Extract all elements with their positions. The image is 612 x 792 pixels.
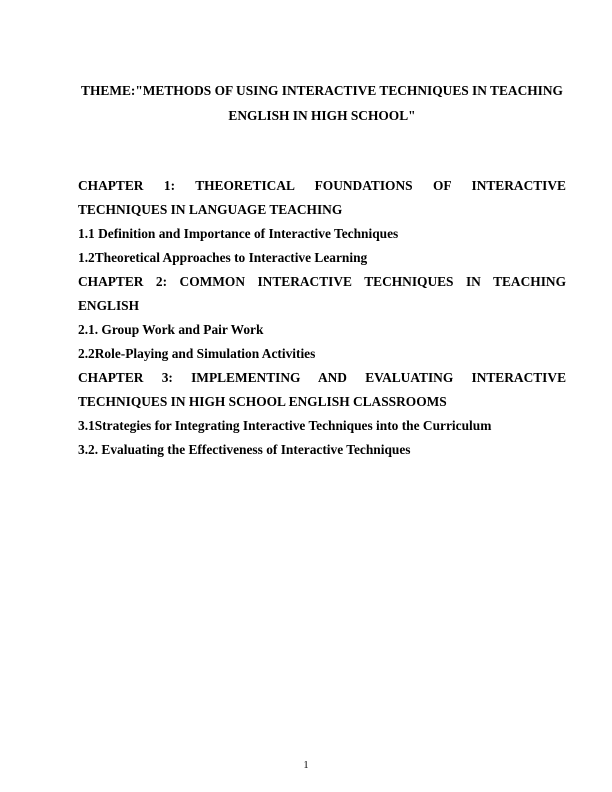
toc-section-3-1: 3.1Strategies for Integrating Interactive Techniques into the Curriculum [78,418,492,433]
toc-section-2-2: 2.2Role-Playing and Simulation Activities [78,346,316,361]
toc-chapter-2: CHAPTER 2: COMMON INTERACTIVE TECHNIQUES IN TEACHING ENGLISH [78,274,566,313]
toc-section-1-2: 1.2Theoretical Approaches to Interactive Learning [78,250,368,265]
toc-section-3-2: 3.2. Evaluating the Effectiveness of Interactive Techniques [78,442,411,457]
table-of-contents [78,174,566,462]
toc-chapter-3: CHAPTER 3: IMPLEMENTING AND EVALUATING INTERACTIVE TECHNIQUES IN HIGH SCHOOL ENGLISH CLASSROOMS [78,370,566,409]
toc-section-1-1: 1.1 Definition and Importance of Interactive Techniques [78,226,399,241]
theme-title: THEME:"METHODS OF USING INTERACTIVE TECHNIQUES IN TEACHING ENGLISH IN HIGH SCHOOL" [81,83,563,123]
toc-section-2-1: 2.1. Group Work and Pair Work [78,322,264,337]
page-number: 1 [303,760,309,771]
toc-chapter-1: CHAPTER 1: THEORETICAL FOUNDATIONS OF INTERACTIVE TECHNIQUES IN LANGUAGE TEACHING [78,178,566,217]
